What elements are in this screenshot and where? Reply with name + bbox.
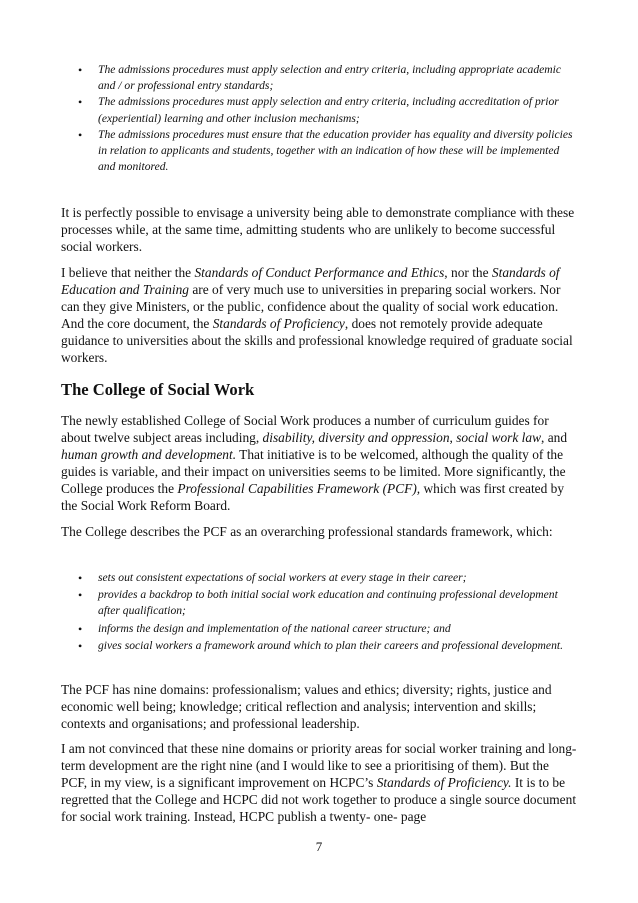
- paragraph-pcf-domains: The PCF has nine domains: professionalism; values and ethics; diversity; rights, justice and economic well being; knowledge; critical reflection and analysis; intervention and skills; contexts and organisations; and professional leadership.: [61, 682, 552, 731]
- paragraph-conclusion: I am not convinced that these nine domains or priority areas for social worker training and long-term development are the right nine (and I would like to see a prioritising of them). But the PCF, in my view, is a significant improvement on HCPC’s Standards of Proficiency. It is to be regretted that the College and HCPC did not work together to produce a single source document for social work training. Instead, HCPC publish a twenty- one- page: [61, 741, 577, 824]
- list-item: • provides a backdrop to both initial social work education and continuing professional development after qualification;: [61, 587, 577, 619]
- paragraph-standards: I believe that neither the Standards of Conduct Performance and Ethics, nor the Standards of Education and Training are of very much use to universities in preparing social workers. Nor can they give Ministers, or the public, confidence about the quality of social work education. And the core document, the Standards of Proficiency, does not remotely provide adequate guidance to universities about the skills and professional knowledge required of graduate social workers.: [61, 265, 573, 365]
- paragraph-pcf-intro: The College describes the PCF as an overarching professional standards framework, which:: [61, 524, 553, 539]
- italic-title: Standards of Education and Training: [61, 265, 560, 297]
- list-item: • The admissions procedures must ensure that the education provider has equality and diversity policies in relation to applicants and students, together with an indication of how these will be implemented and monitored.: [61, 127, 577, 176]
- italic-term: human growth and development.: [61, 447, 237, 462]
- italic-title: Standards of Conduct Performance and Ethics: [194, 265, 445, 280]
- page-number: 7: [315, 839, 323, 854]
- list-item: • sets out consistent expectations of social workers at every stage in their career;: [61, 570, 577, 586]
- paragraph-college: The newly established College of Social Work produces a number of curriculum guides for about twelve subject areas including, disability, diversity and oppression, social work law, and human growth and development. That initiative is to be welcomed, although the quality of the guides is variable, and their impact on universities seems to be limited. More significantly, the College produces the Professional Capabilities Framework (PCF), which was first created by the Social Work Reform Board.: [61, 413, 568, 513]
- admissions-bullet-list: [61, 62, 577, 175]
- italic-term: Professional Capabilities Framework (PCF),: [177, 481, 421, 496]
- paragraph-compliance: It is perfectly possible to envisage a university being able to demonstrate compliance with these processes while, at the same time, admitting students who are unlikely to become successful social workers.: [61, 205, 575, 254]
- list-item: • informs the design and implementation of the national career structure; and: [61, 621, 577, 637]
- italic-title: Standards of Proficiency.: [376, 775, 512, 790]
- list-item: • The admissions procedures must apply selection and entry criteria, including appropriate academic and / or professional entry standards;: [61, 62, 577, 94]
- italic-term: disability, diversity and oppression: [262, 430, 450, 445]
- list-item: • The admissions procedures must apply selection and entry criteria, including accreditation of prior (experiential) learning and other inclusion mechanisms;: [61, 94, 577, 126]
- section-heading: The College of Social Work: [61, 380, 255, 399]
- italic-title: Standards of Proficiency: [212, 316, 345, 331]
- italic-term: social work law: [456, 430, 542, 445]
- pcf-bullet-list: [61, 570, 577, 655]
- list-item: • gives social workers a framework around which to plan their careers and professional development.: [61, 638, 577, 654]
